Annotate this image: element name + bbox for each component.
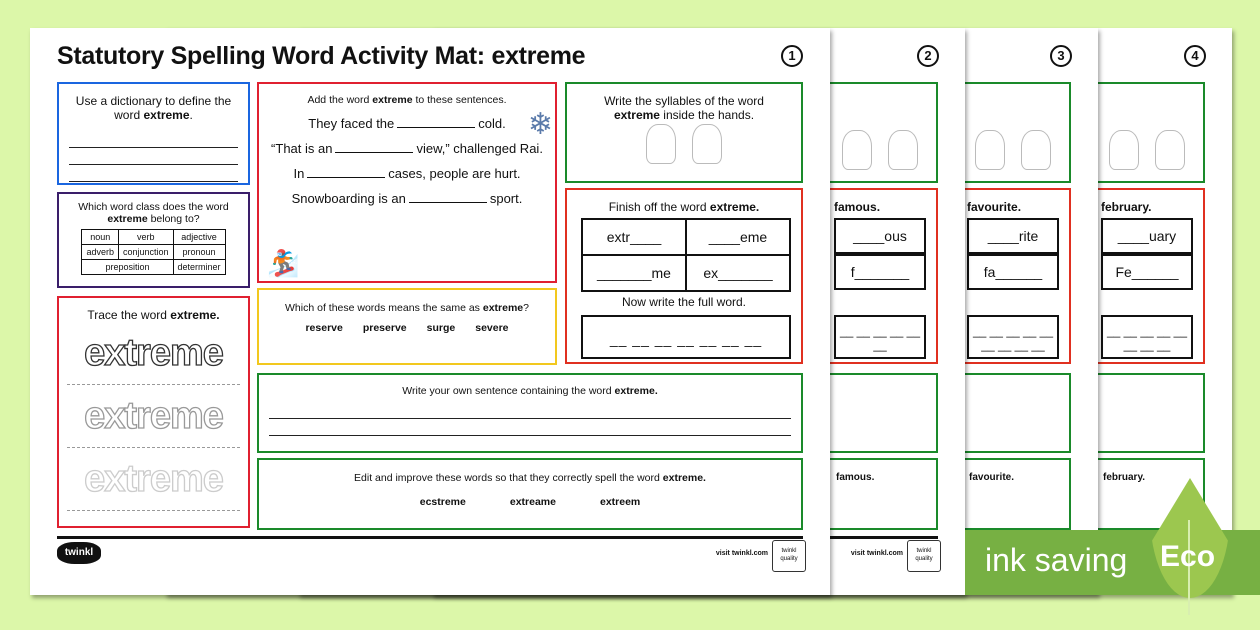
- synonym-box: [257, 288, 557, 365]
- synonym-option[interactable]: reserve: [305, 322, 343, 334]
- finish-instruction: favourite.: [967, 200, 1022, 214]
- synonym-option[interactable]: severe: [475, 322, 509, 334]
- eco-label: Eco: [1160, 540, 1216, 573]
- word-fragment-cell[interactable]: _______me: [582, 255, 686, 291]
- answer-line[interactable]: [69, 165, 238, 182]
- trace-word[interactable]: extreme: [67, 322, 240, 385]
- answer-line[interactable]: [69, 148, 238, 165]
- word-fragment-cell[interactable]: fa______: [967, 254, 1059, 290]
- hand-icon: [1109, 130, 1139, 170]
- twinkl-logo: twinkl: [57, 542, 101, 564]
- edit-words-box: [257, 458, 803, 530]
- answer-line[interactable]: [269, 419, 791, 436]
- page-number: 2: [917, 45, 939, 67]
- full-word-field[interactable]: __ __ __ __ __ __ __ __: [1101, 315, 1193, 359]
- own-sentence-instruction: Write your own sentence containing the word extreme.: [402, 385, 658, 397]
- word-class-option[interactable]: preposition: [82, 260, 173, 275]
- full-word-field[interactable]: __ __ __ __ __ __: [834, 315, 926, 359]
- full-word-field[interactable]: __ __ __ __ __ __ __: [581, 315, 791, 359]
- trace-word[interactable]: extreme: [67, 385, 240, 448]
- sentence-item: Snowboarding is an sport.: [291, 191, 523, 206]
- word-fragment-cell[interactable]: ____ous: [834, 218, 926, 254]
- word-fragment-cell[interactable]: Fe______: [1101, 254, 1193, 290]
- synonym-question: Which of these words means the same as extreme?: [285, 302, 529, 314]
- hand-icon: [646, 124, 676, 164]
- hand-icon: [888, 130, 918, 170]
- edit-instruction: february.: [1103, 472, 1146, 483]
- word-fragment-cell[interactable]: f_______: [834, 254, 926, 290]
- hand-icon: [1021, 130, 1051, 170]
- edit-instruction: Edit and improve these words so that they correctly spell the word extreme.: [354, 472, 706, 484]
- answer-blank[interactable]: [397, 127, 475, 128]
- page-title: Statutory Spelling Word Activity Mat: extreme: [57, 42, 586, 70]
- snowflake-icon: ❄: [527, 108, 553, 141]
- word-class-option[interactable]: determiner: [173, 260, 225, 275]
- sentence-item: In cases, people are hurt.: [293, 166, 521, 181]
- word-fragment-cell[interactable]: extr____: [582, 219, 686, 255]
- full-word-field[interactable]: __ __ __ __ __ __ __ __ __: [967, 315, 1059, 359]
- answer-line[interactable]: [69, 132, 238, 148]
- define-box: [57, 82, 250, 185]
- snowboarder-icon: 🏂: [267, 248, 300, 278]
- sentences-box: [257, 82, 557, 283]
- syllables-instruction: Write the syllables of the word extreme inside the hands.: [604, 94, 764, 122]
- word-fragment-cell[interactable]: ____uary: [1101, 218, 1193, 254]
- hand-icon: [1155, 130, 1185, 170]
- answer-blank[interactable]: [409, 202, 487, 203]
- finish-word-box: [565, 188, 803, 364]
- word-class-option[interactable]: pronoun: [173, 245, 225, 260]
- word-class-option[interactable]: verb: [118, 230, 173, 245]
- page-number: 4: [1184, 45, 1206, 67]
- word-fragment-cell[interactable]: ex_______: [686, 255, 790, 291]
- word-fragment-cell[interactable]: ____eme: [686, 219, 790, 255]
- answer-blank[interactable]: [307, 177, 385, 178]
- misspelled-word: ecstreme: [419, 496, 466, 508]
- page-number: 3: [1050, 45, 1072, 67]
- word-class-option[interactable]: noun: [82, 230, 119, 245]
- quality-badge: twinkl quality: [772, 540, 806, 572]
- answer-blank[interactable]: [335, 152, 413, 153]
- hand-icon: [692, 124, 722, 164]
- page-number: 1: [781, 45, 803, 67]
- word-class-question: Which word class does the word extreme belong to?: [78, 201, 229, 225]
- word-class-option[interactable]: adjective: [173, 230, 225, 245]
- full-word-label: Now write the full word.: [621, 295, 747, 309]
- sentence-item: “That is an view,” challenged Rai.: [271, 141, 543, 156]
- hand-icon: [842, 130, 872, 170]
- trace-box: [57, 296, 250, 528]
- trace-word[interactable]: extreme: [67, 448, 240, 511]
- visit-link[interactable]: visit twinkl.com: [850, 550, 903, 557]
- sentences-instruction: Add the word extreme to these sentences.: [307, 94, 507, 106]
- finish-instruction: february.: [1101, 200, 1152, 214]
- footer-divider: [57, 536, 803, 539]
- own-sentence-box: [257, 373, 803, 453]
- hand-icon: [975, 130, 1005, 170]
- ink-saving-text: ink saving: [985, 542, 1128, 578]
- word-class-option[interactable]: adverb: [82, 245, 119, 260]
- synonym-option[interactable]: preserve: [362, 322, 407, 334]
- finish-instruction: famous.: [834, 200, 881, 214]
- word-class-option[interactable]: conjunction: [118, 245, 173, 260]
- word-fragment-cell[interactable]: ____rite: [967, 218, 1059, 254]
- misspelled-word: extreem: [599, 496, 641, 508]
- synonym-option[interactable]: surge: [426, 322, 456, 334]
- trace-instruction: Trace the word extreme.: [87, 308, 220, 322]
- edit-instruction: famous.: [836, 472, 875, 483]
- syllables-box: [565, 82, 803, 183]
- worksheet-page-1: [30, 28, 830, 595]
- visit-link[interactable]: visit twinkl.com: [715, 550, 768, 557]
- sentence-item: They faced the cold.: [308, 116, 506, 131]
- finish-instruction: Finish off the word extreme.: [608, 200, 760, 214]
- answer-line[interactable]: [269, 405, 791, 419]
- misspelled-word: extreame: [509, 496, 556, 508]
- word-class-box: [57, 192, 250, 288]
- edit-instruction: favourite.: [969, 472, 1015, 483]
- quality-badge: twinkl quality: [907, 540, 941, 572]
- define-instruction: Use a dictionary to define the word extreme.: [75, 94, 232, 122]
